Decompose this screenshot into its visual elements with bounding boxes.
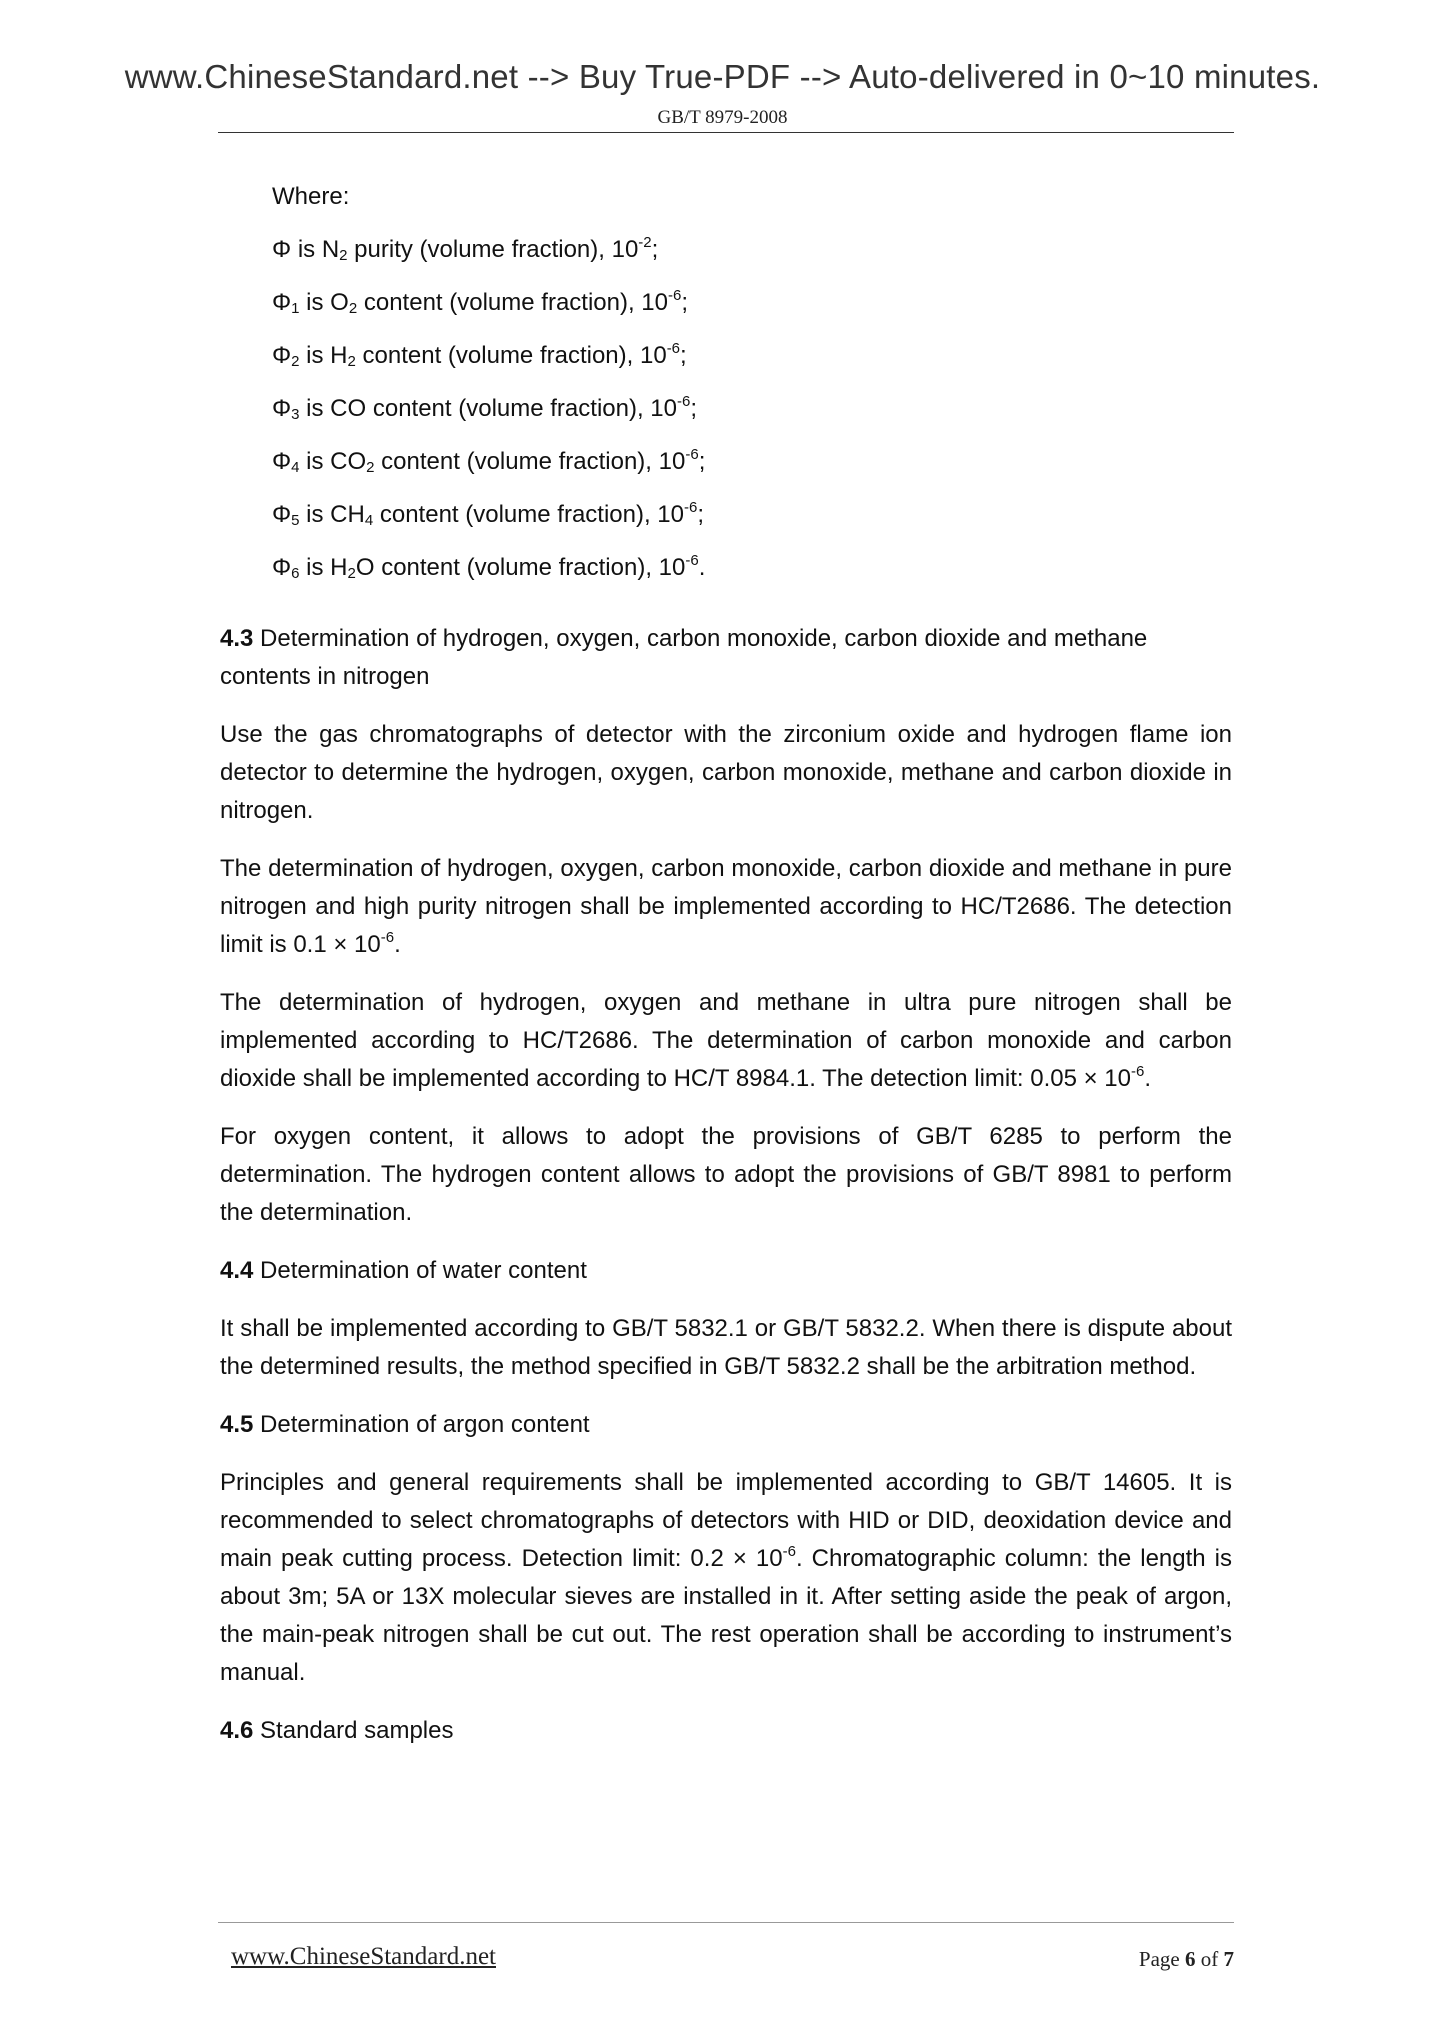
definition-text: content (volume fraction), 10: [373, 501, 685, 528]
paragraph: Use the gas chromatographs of detector with the zirconium oxide and hydrogen flame ion detector to determine the hydrogen, oxygen, carbon monoxide, methane and carbon dioxide in nitrogen.: [220, 721, 1232, 824]
definition-text: content (volume fraction), 10: [357, 289, 669, 316]
header-rule: [218, 132, 1234, 133]
exponent: -6: [668, 287, 682, 304]
definition-text: O content (volume fraction), 10: [355, 554, 686, 581]
paragraph-text: The determination of hydrogen, oxygen and methane in ultra pure nitrogen shall be implemented according to HC/T2686. The determination of carbon monoxide and carbon dioxide shall be implemented according to HC/T 8984.1. The detection limit: 0.05 × 10: [220, 989, 1232, 1092]
phi-symbol: Φ: [272, 448, 292, 475]
definition-row: [272, 390, 1232, 443]
definition-text: is H: [306, 554, 348, 581]
exponent: -6: [685, 552, 699, 569]
footer-rule: [218, 1922, 1234, 1923]
formula-subscript: 2: [348, 300, 358, 317]
phi-subscript: 1: [291, 300, 300, 317]
page-current: 6: [1185, 1947, 1196, 1971]
phi-symbol: Φ: [272, 395, 292, 422]
punctuation: ;: [697, 501, 705, 528]
definition-text: is CH: [306, 501, 365, 528]
exponent: -6: [782, 1543, 796, 1560]
exponent: -6: [666, 340, 681, 357]
paragraph-text: Principles and general requirements shall be implemented according to GB/T 14605. It is recommended to select chromatographs of detectors with HID or DID, deoxidation device and main peak cutting process. Detection limit: 0.2 × 10: [220, 1469, 1232, 1572]
definition-text: purity (volume fraction), 10: [347, 236, 639, 263]
phi-symbol: Φ: [272, 501, 292, 528]
formula-subscript: 2: [366, 459, 375, 476]
punctuation: .: [394, 931, 401, 958]
definition-text: is CO: [306, 448, 367, 475]
phi-subscript: 6: [291, 565, 300, 582]
page-of: of: [1200, 1947, 1219, 1971]
footer-website-link[interactable]: www.ChineseStandard.net: [231, 1943, 496, 1970]
exponent: -6: [684, 499, 698, 516]
punctuation: .: [698, 554, 706, 581]
phi-subscript: 3: [291, 406, 300, 423]
punctuation: ;: [651, 236, 659, 263]
phi-symbol: Φ: [272, 289, 292, 316]
section-number: 4.3: [220, 625, 254, 652]
paragraph: [220, 850, 1232, 964]
document-code: GB/T 8979-2008: [657, 107, 788, 128]
exponent: -6: [677, 393, 691, 410]
phi-symbol: Φ: [272, 236, 292, 263]
exponent: -6: [1130, 1063, 1145, 1080]
section-title: Determination of argon content: [260, 1411, 590, 1438]
definition-row: [272, 549, 1232, 602]
paragraph: [220, 1464, 1232, 1692]
paragraph-text: The determination of hydrogen, oxygen, carbon monoxide, carbon dioxide and methane in pure nitrogen and high purity nitrogen shall be implemented according to HC/T2686. The detection limit is 0.1 × 10: [220, 855, 1232, 958]
definitions-list: [220, 231, 1232, 602]
definition-text: content (volume fraction), 10: [355, 342, 667, 369]
punctuation: ;: [680, 342, 687, 369]
section-heading-4-5: [220, 1406, 1232, 1444]
exponent: -2: [638, 234, 652, 251]
section-heading-4-3: [220, 620, 1232, 696]
definition-row: [272, 284, 1232, 337]
page-total: 7: [1223, 1947, 1234, 1971]
page-word: Page: [1138, 1947, 1180, 1971]
section-number: 4.4: [220, 1257, 254, 1284]
punctuation: ;: [681, 289, 689, 316]
section-title: Determination of water content: [260, 1257, 587, 1284]
phi-subscript: 5: [291, 512, 300, 529]
phi-symbol: Φ: [272, 554, 292, 581]
page-content: [220, 178, 1232, 1750]
definition-text: is CO content (volume fraction), 10: [306, 395, 677, 422]
phi-subscript: 4: [291, 459, 300, 476]
page-number: [1139, 1947, 1234, 1972]
definition-text: is N: [297, 236, 340, 263]
section-title: Determination of hydrogen, oxygen, carbon monoxide, carbon dioxide and methane contents in nitrogen: [220, 625, 1148, 690]
section-title: Standard samples: [260, 1717, 454, 1744]
section-heading-4-6: [220, 1712, 1232, 1750]
section-number: 4.5: [220, 1411, 254, 1438]
section-number: 4.6: [220, 1717, 254, 1744]
definition-text: is O: [306, 289, 349, 316]
definition-row: [272, 443, 1232, 496]
phi-symbol: Φ: [272, 342, 292, 369]
formula-subscript: 2: [339, 247, 348, 264]
paragraph: It shall be implemented according to GB/T 5832.1 or GB/T 5832.2. When there is dispute about the determined results, the method specified in GB/T 5832.2 shall be the arbitration method.: [220, 1315, 1232, 1380]
exponent: -6: [380, 929, 395, 946]
punctuation: ;: [698, 448, 706, 475]
definition-row: [272, 231, 1232, 284]
punctuation: ;: [690, 395, 698, 422]
definition-row: [272, 337, 1232, 390]
paragraph-text: . Chromatographic column: the length is about 3m; 5A or 13X molecular sieves are installed in it. After setting aside the peak of argon, the main-peak nitrogen shall be cut out. The rest operation shall be according to instrument’s manual.: [220, 1545, 1233, 1686]
formula-subscript: 2: [347, 353, 356, 370]
top-banner: www.ChineseStandard.net --> Buy True-PDF --> Auto-delivered in 0~10 minutes.: [124, 58, 1321, 95]
where-label: Where:: [272, 183, 350, 210]
paragraph: [220, 984, 1232, 1098]
formula-subscript: 2: [347, 565, 356, 582]
phi-subscript: 2: [291, 353, 300, 370]
punctuation: .: [1144, 1065, 1151, 1092]
definition-row: [272, 496, 1232, 549]
formula-subscript: 4: [364, 512, 374, 529]
paragraph: For oxygen content, it allows to adopt the provisions of GB/T 6285 to perform the determination. The hydrogen content allows to adopt the provisions of GB/T 8981 to perform the determination.: [220, 1123, 1232, 1226]
definition-text: is H: [306, 342, 348, 369]
definition-text: content (volume fraction), 10: [374, 448, 686, 475]
exponent: -6: [685, 446, 699, 463]
section-heading-4-4: [220, 1252, 1232, 1290]
